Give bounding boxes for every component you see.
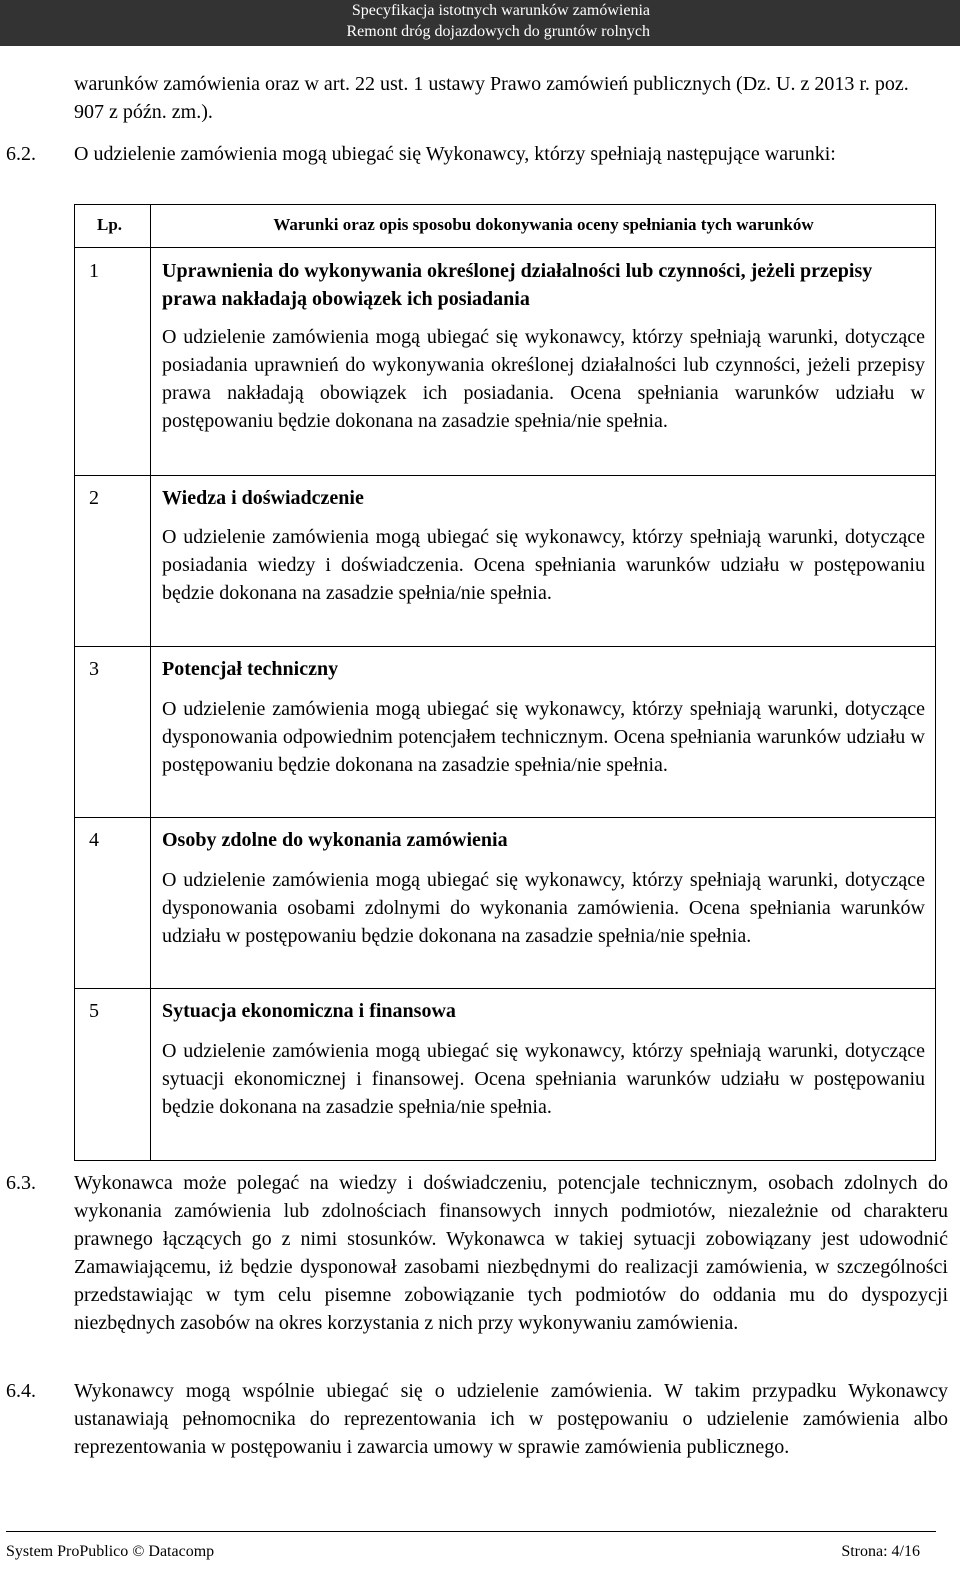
footer-copyright: System ProPublico © Datacomp <box>6 1543 215 1560</box>
section-paragraph: Wykonawcy mogą wspólnie ubiegać się o udzielenie zamówienia. W takim przypadku Wykonawcy ustanawiają pełnomocnika do reprezentowania ich w postępowaniu o udzielenie zamówienia albo reprezentowania w postępowaniu i zawarcia umowy w sprawie zamówienia publicznego. <box>74 1380 948 1458</box>
section-number: 6.2. <box>6 143 36 165</box>
page-number: Strona: 4/16 <box>841 1543 920 1560</box>
header-subtitle: Remont dróg dojazdowych do gruntów rolnych <box>346 23 650 40</box>
section-paragraph: Wykonawca może polegać na wiedzy i doświadczeniu, potencjale technicznym, osobach zdolnych do wykonania zamówienia lub zdolnościach finansowych innych podmiotów, niezależnie od charakteru prawnego łączących go z nimi stosunków. Wykonawca w takiej sytuacji zobowiązany jest udowodnić Zamawiającemu, iż będzie dysponował zasobami niezbędnymi do realizacji zamówienia, w szczególności przedstawiając w tym celu pisemne zobowiązanie tych podmiotów do oddania mu do dyspozycji niezbędnych zasobów na okres korzystania z nich przy wykonywaniu zamówienia. <box>74 1172 948 1334</box>
table-row-number: 3 <box>89 658 99 680</box>
section-number: 6.4. <box>6 1380 36 1402</box>
table-row-title: Wiedza i doświadczenie <box>162 487 364 509</box>
table-row-title: Uprawnienia do wykonywania określonej działalności lub czynności, jeżeli przepisy prawa nakładają obowiązek ich posiadania <box>162 260 873 310</box>
table-row-number: 4 <box>89 829 99 851</box>
table-row-number: 1 <box>89 260 99 282</box>
table-row-description: O udzielenie zamówienia mogą ubiegać się wykonawcy, którzy spełniają warunki, dotyczące posiadania uprawnień do wykonywania określonej działalności lub czynności, jeżeli przepisy prawa nakładają obowiązek ich posiadania. Ocena spełniania warunków udziału w postępowaniu będzie dokonana na zasadzie spełnia/nie spełnia. <box>162 326 925 432</box>
table-header-lp: Lp. <box>97 215 123 234</box>
page-header <box>0 0 960 46</box>
section-number: 6.3. <box>6 1172 36 1194</box>
table-row-divider <box>75 817 935 818</box>
header-title: Specyfikacja istotnych warunków zamówienia <box>351 2 650 19</box>
table-row-divider <box>75 475 935 476</box>
table-row-title: Potencjał techniczny <box>162 658 339 680</box>
section-paragraph: O udzielenie zamówienia mogą ubiegać się Wykonawcy, którzy spełniają następujące warunki: <box>74 143 836 165</box>
table-row-title: Sytuacja ekonomiczna i finansowa <box>162 1000 456 1022</box>
table-header-conditions: Warunki oraz opis sposobu dokonywania oceny spełniania tych warunków <box>273 215 814 234</box>
intro-paragraph: warunków zamówienia oraz w art. 22 ust. 1 ustawy Prawo zamówień publicznych (Dz. U. z 2013 r. poz. 907 z późn. zm.). <box>74 73 909 123</box>
table-row-title: Osoby zdolne do wykonania zamówienia <box>162 829 508 851</box>
table-row-description: O udzielenie zamówienia mogą ubiegać się wykonawcy, którzy spełniają warunki, dotyczące sytuacji ekonomicznej i finansowej. Ocena spełniania warunków udziału w postępowaniu będzie dokonana na zasadzie spełnia/nie spełnia. <box>162 1040 925 1118</box>
table-row-description: O udzielenie zamówienia mogą ubiegać się wykonawcy, którzy spełniają warunki, dotyczące posiadania wiedzy i doświadczenia. Ocena spełniania warunków udziału w postępowaniu będzie dokonana na zasadzie spełnia/nie spełnia. <box>162 526 925 604</box>
table-column-divider <box>150 205 151 1160</box>
table-row-number: 5 <box>89 1000 99 1022</box>
table-row-description: O udzielenie zamówienia mogą ubiegać się wykonawcy, którzy spełniają warunki, dotyczące dysponowania odpowiednim potencjałem technicznym. Ocena spełniania warunków udziału w postępowaniu będzie dokonana na zasadzie spełnia/nie spełnia. <box>162 698 925 776</box>
table-row-description: O udzielenie zamówienia mogą ubiegać się wykonawcy, którzy spełniają warunki, dotyczące dysponowania osobami zdolnymi do wykonania zamówienia. Ocena spełniania warunków udziału w postępowaniu będzie dokonana na zasadzie spełnia/nie spełnia. <box>162 869 925 947</box>
conditions-table <box>74 204 936 1161</box>
table-row-divider <box>75 988 935 989</box>
table-row-divider <box>75 247 935 248</box>
table-row-divider <box>75 646 935 647</box>
footer-divider <box>6 1531 936 1532</box>
table-row-number: 2 <box>89 487 99 509</box>
